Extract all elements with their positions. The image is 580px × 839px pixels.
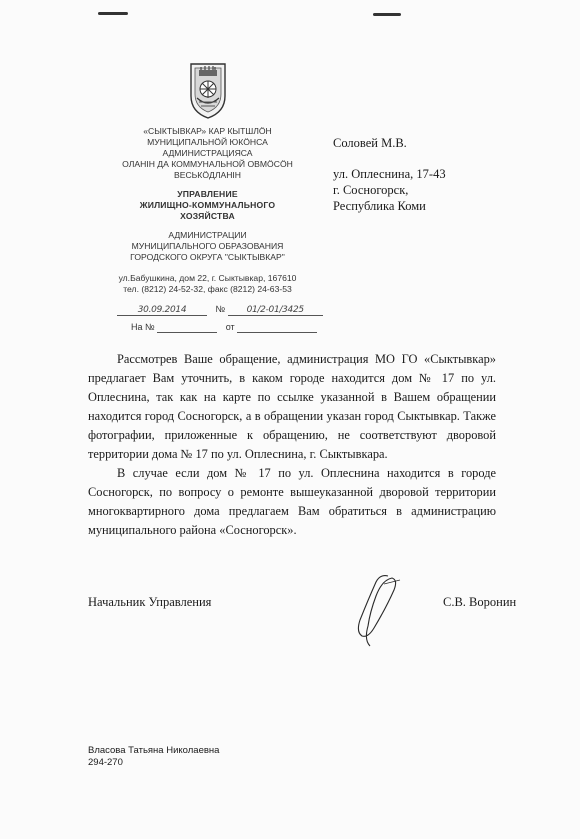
scan-mark-left [98,12,128,15]
organization-address [100,273,315,295]
number-label: № [215,304,226,314]
recipient-street: ул. Оплеснина, 17-43 [333,167,446,181]
komi-line: «СЫКТЫВКАР» КАР КЫТШЛÖН [143,126,272,136]
letter-body [88,350,496,540]
recipient-address [333,166,446,214]
admin-line: ГОРОДСКОГО ОКРУГА "СЫКТЫВКАР" [130,252,285,262]
komi-line: ОЛАНIН ДА КОММУНАЛЬНОЙ ОВМÖСÖН [122,159,293,169]
body-paragraph: В случае если дом № 17 по ул. Оплеснина находится в городе Сосногорск, по вопросу о ремонте вышеуказанной дворовой территории многоквартирного дома предлагаем Вам обратиться в администрацию муниципального района «Сосногорск». [88,466,496,537]
coat-of-arms-emblem [187,62,229,120]
from-label: от [225,322,235,332]
contact-line: тел. (8212) 24-52-32, факс (8212) 24-63-53 [123,284,292,294]
executor-name: Власова Татьяна Николаевна [88,745,220,756]
incoming-reference [131,322,317,333]
recipient-name-text: Соловей М.В. [333,136,407,150]
dept-line: ЖИЛИЩНО-КОММУНАЛЬНОГО [139,200,276,210]
recipient-name [333,135,407,151]
dept-line: УПРАВЛЕНИЕ [177,189,238,199]
signatory-name: С.В. Воронин [443,595,517,609]
admin-line: МУНИЦИПАЛЬНОГО ОБРАЗОВАНИЯ [131,241,284,251]
outgoing-number: 01/2-01/3425 [228,305,323,316]
komi-line: ВЕСЬКÖДЛАНIН [174,170,241,180]
scan-mark-right [373,13,401,16]
recipient-region: Республика Коми [333,199,426,213]
registration-date-number [117,304,323,316]
on-number-label: На № [131,322,155,332]
address-line: ул.Бабушкина, дом 22, г. Сыктывкар, 167610 [118,273,297,283]
komi-line: АДМИНИСТРАЦИЯСА [162,148,253,158]
dept-line: ХОЗЯЙСТВА [180,211,235,221]
outgoing-date: 30.09.2014 [117,305,207,316]
on-number-blank [157,322,217,333]
recipient-city: г. Сосногорск, [333,183,409,197]
signatory-title: Начальник Управления [88,595,212,609]
admin-line: АДМИНИСТРАЦИИ [168,230,247,240]
letterhead [100,62,315,295]
from-date-blank [237,322,317,333]
administration-name [100,230,315,263]
body-paragraph: Рассмотрев Ваше обращение, администрация МО ГО «Сыктывкар» предлагает Вам уточнить, в каком городе находится дом № 17 по ул. Оплеснина, так как на карте по ссылке указанной в Вашем обращении находится город Сосногорск, а в обращении указан город Сыктывкар. Также фотографии, приложенные к обращению, не соответствуют дворовой территории дома № 17 по ул. Оплеснина, г. Сыктывкара. [88,352,496,461]
handwritten-signature [340,570,420,650]
komi-name-block [100,126,315,181]
executor-info [88,745,219,769]
executor-phone: 294-270 [88,757,123,768]
department-name [100,189,315,222]
komi-line: МУНИЦИПАЛЬНÖЙ ЮКÖНСА [147,137,268,147]
